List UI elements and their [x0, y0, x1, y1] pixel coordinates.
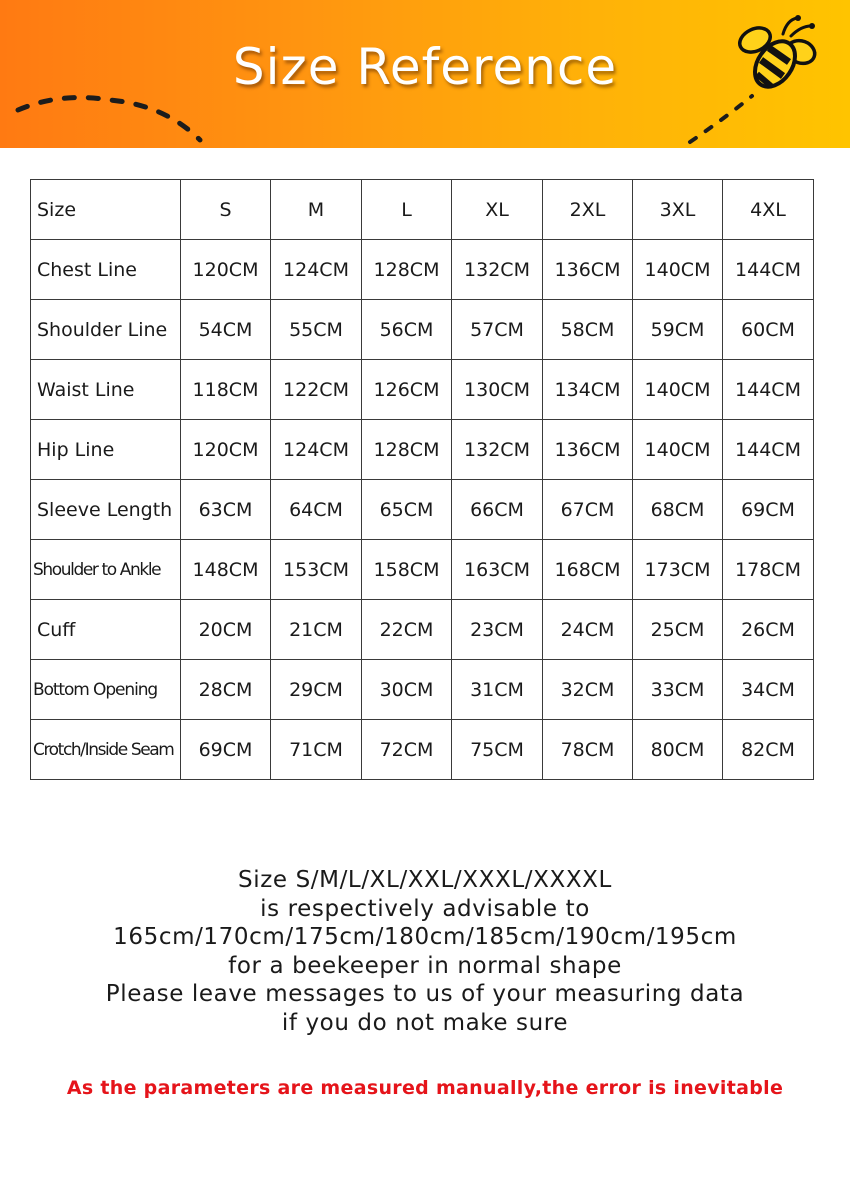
- measurement-value: 60CM: [723, 300, 814, 360]
- measurement-value: 23CM: [452, 600, 543, 660]
- measurement-value: 29CM: [271, 660, 362, 720]
- measurement-value: 134CM: [543, 360, 633, 420]
- measurement-value: 140CM: [633, 240, 723, 300]
- measurement-value: 55CM: [271, 300, 362, 360]
- measurement-value: 75CM: [452, 720, 543, 780]
- measurement-value: 128CM: [362, 240, 452, 300]
- measurement-label: Crotch/Inside Seam: [31, 720, 181, 780]
- advice-line: Size S/M/L/XL/XXL/XXXL/XXXXL: [238, 867, 612, 893]
- measurement-value: 163CM: [452, 540, 543, 600]
- measurement-value: 136CM: [543, 420, 633, 480]
- measurement-value: 82CM: [723, 720, 814, 780]
- advice-line: for a beekeeper in normal shape: [228, 952, 622, 979]
- measurement-label: Shoulder Line: [31, 300, 181, 360]
- measurement-value: 158CM: [362, 540, 452, 600]
- measurement-value: 26CM: [723, 600, 814, 660]
- measurement-value: 66CM: [452, 480, 543, 540]
- table-row: [31, 360, 814, 420]
- measurement-value: 132CM: [452, 240, 543, 300]
- table-row: [31, 480, 814, 540]
- measurement-value: 130CM: [452, 360, 543, 420]
- table-row: [31, 240, 814, 300]
- measurement-label: Chest Line: [31, 240, 181, 300]
- table-header-row: [31, 180, 814, 240]
- measurement-value: 69CM: [723, 480, 814, 540]
- header-size-cell: 3XL: [633, 180, 723, 240]
- measurement-label: Shoulder to Ankle: [31, 540, 181, 600]
- measurement-value: 56CM: [362, 300, 452, 360]
- measurement-value: 20CM: [181, 600, 271, 660]
- table-row: [31, 600, 814, 660]
- measurement-label: Cuff: [31, 600, 181, 660]
- measurement-value: 168CM: [543, 540, 633, 600]
- measurement-value: 144CM: [723, 360, 814, 420]
- measurement-value: 59CM: [633, 300, 723, 360]
- table-row: [31, 540, 814, 600]
- measurement-value: 30CM: [362, 660, 452, 720]
- measurement-value: 144CM: [723, 420, 814, 480]
- measurement-value: 72CM: [362, 720, 452, 780]
- table-row: [31, 660, 814, 720]
- header-size-cell: XL: [452, 180, 543, 240]
- measurement-value: 67CM: [543, 480, 633, 540]
- measurement-value: 140CM: [633, 360, 723, 420]
- measurement-value: 178CM: [723, 540, 814, 600]
- measurement-value: 132CM: [452, 420, 543, 480]
- measurement-label: Hip Line: [31, 420, 181, 480]
- measurement-value: 21CM: [271, 600, 362, 660]
- error-warning: As the parameters are measured manually,the error is inevitable: [66, 1077, 784, 1099]
- measurement-value: 24CM: [543, 600, 633, 660]
- header-size-cell: L: [362, 180, 452, 240]
- measurement-value: 33CM: [633, 660, 723, 720]
- measurement-value: 153CM: [271, 540, 362, 600]
- measurement-value: 136CM: [543, 240, 633, 300]
- measurement-value: 122CM: [271, 360, 362, 420]
- measurement-label: Sleeve Length: [31, 480, 181, 540]
- measurement-value: 120CM: [181, 240, 271, 300]
- measurement-value: 65CM: [362, 480, 452, 540]
- header-size-cell: 2XL: [543, 180, 633, 240]
- header-label-cell: Size: [31, 180, 181, 240]
- advice-line: if you do not make sure: [281, 1009, 569, 1036]
- measurement-value: 25CM: [633, 600, 723, 660]
- advice-line: is respectively advisable to: [260, 895, 590, 922]
- measurement-value: 71CM: [271, 720, 362, 780]
- measurement-value: 144CM: [723, 240, 814, 300]
- measurement-value: 64CM: [271, 480, 362, 540]
- measurement-value: 28CM: [181, 660, 271, 720]
- advice-line: 165cm/170cm/175cm/180cm/185cm/190cm/195cm: [113, 924, 737, 950]
- measurement-value: 69CM: [181, 720, 271, 780]
- measurement-value: 68CM: [633, 480, 723, 540]
- measurement-value: 34CM: [723, 660, 814, 720]
- measurement-value: 63CM: [181, 480, 271, 540]
- size-advice: [0, 866, 850, 1037]
- measurement-label: Bottom Opening: [31, 660, 181, 720]
- measurement-value: 124CM: [271, 420, 362, 480]
- measurement-value: 120CM: [181, 420, 271, 480]
- bee-logo-icon: [735, 12, 819, 96]
- table-row: [31, 420, 814, 480]
- table-row: [31, 720, 814, 780]
- page-title: Size Reference: [232, 38, 618, 96]
- measurement-value: 140CM: [633, 420, 723, 480]
- measurement-value: 128CM: [362, 420, 452, 480]
- measurement-value: 58CM: [543, 300, 633, 360]
- measurement-value: 124CM: [271, 240, 362, 300]
- measurement-value: 80CM: [633, 720, 723, 780]
- header-size-cell: 4XL: [723, 180, 814, 240]
- measurement-value: 54CM: [181, 300, 271, 360]
- table-row: [31, 300, 814, 360]
- size-chart-table: [30, 179, 814, 780]
- measurement-value: 57CM: [452, 300, 543, 360]
- measurement-value: 78CM: [543, 720, 633, 780]
- header-size-cell: M: [271, 180, 362, 240]
- header-size-cell: S: [181, 180, 271, 240]
- measurement-value: 148CM: [181, 540, 271, 600]
- measurement-value: 32CM: [543, 660, 633, 720]
- measurement-value: 118CM: [181, 360, 271, 420]
- header-banner: [0, 0, 850, 148]
- measurement-value: 22CM: [362, 600, 452, 660]
- advice-line: Please leave messages to us of your measuring data: [105, 981, 745, 1007]
- measurement-value: 126CM: [362, 360, 452, 420]
- measurement-value: 31CM: [452, 660, 543, 720]
- measurement-value: 173CM: [633, 540, 723, 600]
- measurement-label: Waist Line: [31, 360, 181, 420]
